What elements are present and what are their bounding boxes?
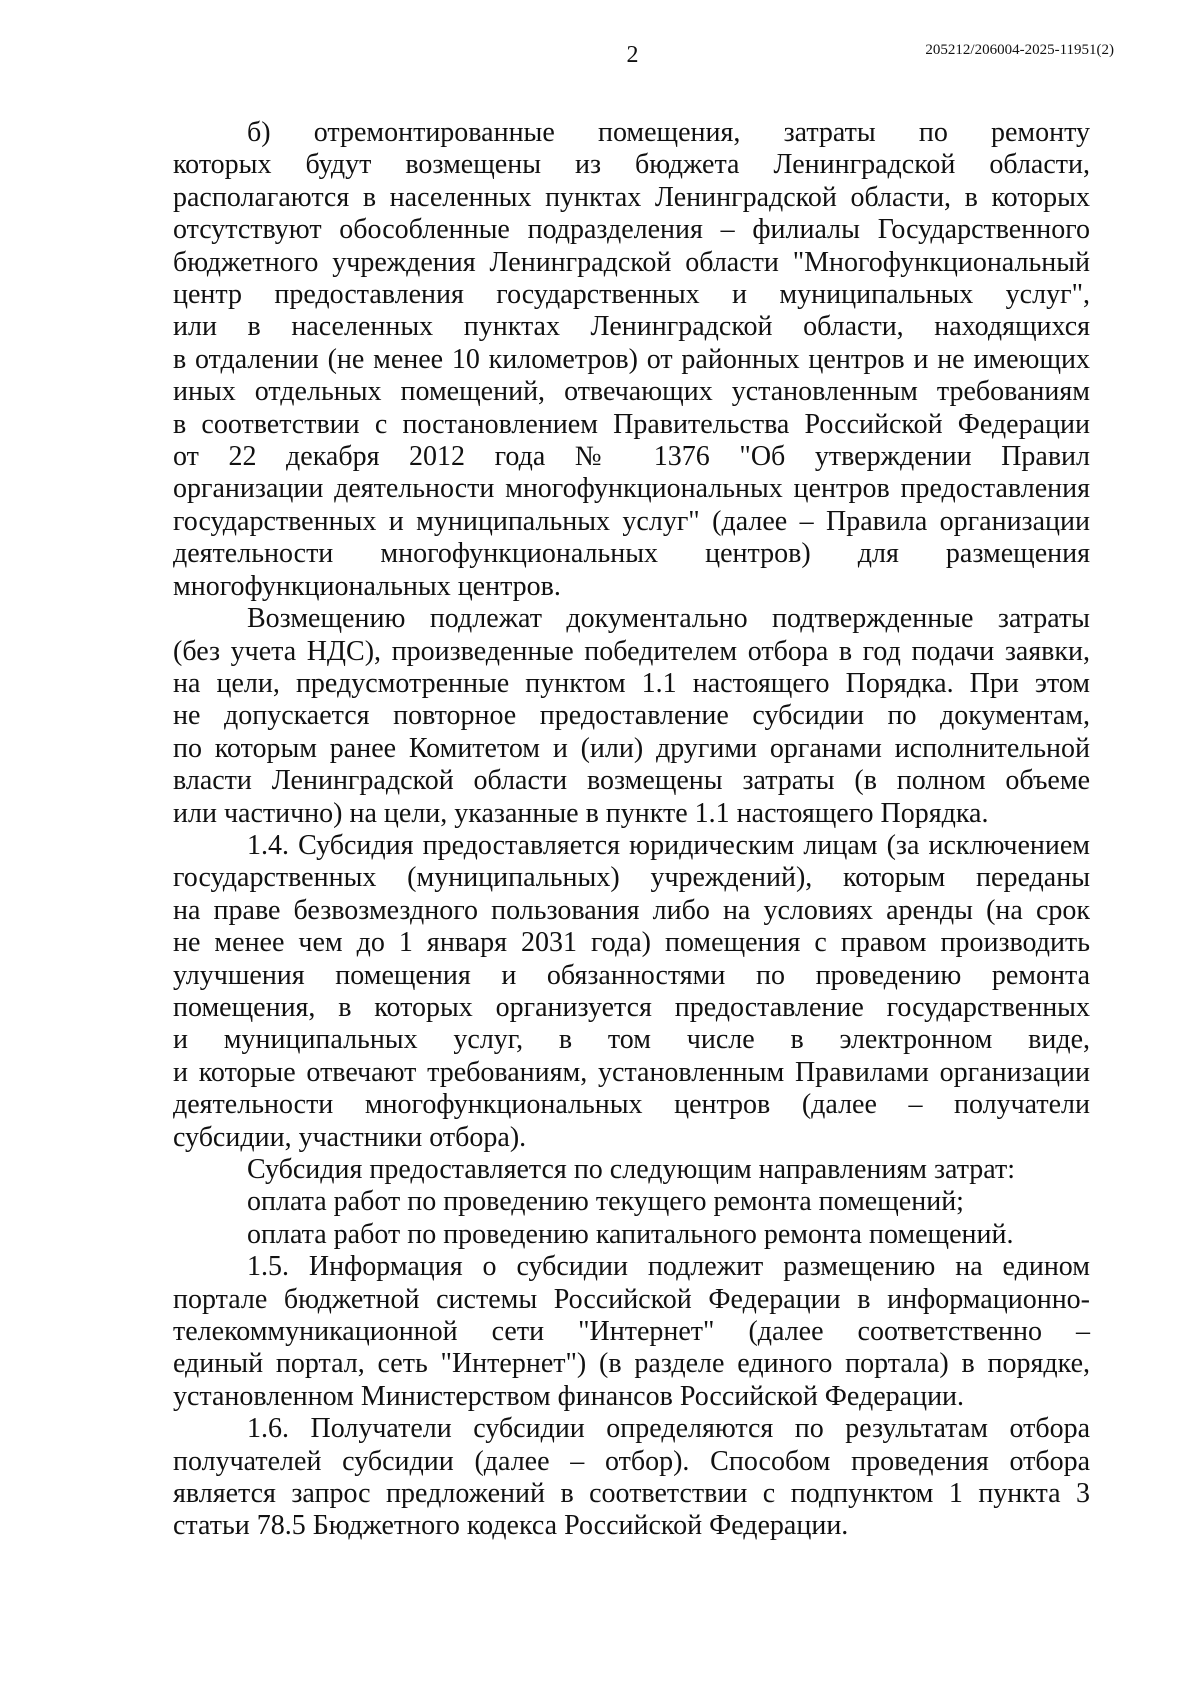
text-line: располагаются в населенных пунктах Ленинградской области, в которых (173, 181, 1090, 213)
text-line: оплата работ по проведению текущего ремонта помещений; (247, 1186, 964, 1218)
text-line: на праве безвозмездного пользования либо на условиях аренды (на срок (173, 894, 1090, 926)
paragraph (173, 603, 1090, 830)
paragraph (173, 1413, 1090, 1543)
text-line: получателей субсидии (далее – отбор). Способом проведения отбора (173, 1445, 1090, 1477)
text-line: 1.5. Информация о субсидии подлежит размещению на едином (247, 1251, 1090, 1283)
text-line: государственных (муниципальных) учреждений), которым переданы (173, 862, 1090, 894)
paragraph (173, 830, 1090, 1154)
text-line: или в населенных пунктах Ленинградской области, находящихся (173, 311, 1090, 343)
paragraph (173, 1219, 1090, 1251)
text-line: б) отремонтированные помещения, затраты по ремонту (247, 117, 1090, 148)
text-line: оплата работ по проведению капитального ремонта помещений. (247, 1218, 1014, 1250)
text-line: центр предоставления государственных и муниципальных услуг", (173, 279, 1090, 311)
text-line: установленном Министерством финансов Российской Федерации. (173, 1380, 965, 1412)
page-number: 2 (626, 42, 639, 68)
text-line: и которые отвечают требованиям, установленным Правилами организации (173, 1056, 1090, 1088)
text-line: деятельности многофункциональных центров) для размещения (173, 538, 1090, 570)
text-line: власти Ленинградской области возмещены затраты (в полном объеме (173, 765, 1090, 797)
text-line: не менее чем до 1 января 2031 года) помещения с правом производить (173, 927, 1090, 959)
text-line: по которым ранее Комитетом и (или) другими органами исполнительной (173, 732, 1090, 764)
text-line: организации деятельности многофункциональных центров предоставления (173, 473, 1090, 505)
text-line: бюджетного учреждения Ленинградской области "Многофункциональный (173, 246, 1090, 278)
text-line: статьи 78.5 Бюджетного кодекса Российской Федерации. (173, 1510, 849, 1542)
text-line: на цели, предусмотренные пунктом 1.1 настоящего Порядка. При этом (173, 667, 1090, 699)
text-line: Возмещению подлежат документально подтвержденные затраты (247, 603, 1090, 635)
document-code: 205212/206004-2025-11951(2) (925, 42, 1114, 58)
text-line: от 22 декабря 2012 года № 1376 "Об утверждении Правил (173, 441, 1090, 473)
text-line: 1.4. Субсидия предоставляется юридическим лицам (за исключением (247, 829, 1090, 861)
text-line: в соответствии с постановлением Правительства Российской Федерации (173, 408, 1090, 440)
text-line: (без учета НДС), произведенные победителем отбора в год подачи заявки, (173, 635, 1090, 667)
document-body (173, 117, 1090, 1543)
text-line: государственных и муниципальных услуг" (далее – Правила организации (173, 505, 1090, 537)
paragraph (173, 1154, 1090, 1186)
text-line: телекоммуникационной сети "Интернет" (далее соответственно – (173, 1316, 1090, 1348)
text-line: которых будут возмещены из бюджета Ленинградской области, (173, 149, 1090, 181)
text-line: многофункциональных центров. (173, 570, 561, 602)
text-line: является запрос предложений в соответствии с подпунктом 1 пункта 3 (173, 1478, 1090, 1510)
text-line: и муниципальных услуг, в том числе в электронном виде, (173, 1024, 1090, 1056)
text-line: единый портал, сеть "Интернет") (в разделе единого портала) в порядке, (173, 1348, 1090, 1380)
text-line: в отдалении (не менее 10 километров) от районных центров и не имеющих (173, 343, 1090, 375)
paragraph (173, 117, 1090, 603)
text-line: или частично) на цели, указанные в пункте 1.1 настоящего Порядка. (173, 797, 989, 829)
paragraph (173, 1251, 1090, 1413)
paragraph (173, 1186, 1090, 1218)
text-line: портале бюджетной системы Российской Федерации в информационно- (173, 1283, 1090, 1315)
text-line: иных отдельных помещений, отвечающих установленным требованиям (173, 376, 1090, 408)
text-line: 1.6. Получатели субсидии определяются по результатам отбора (247, 1413, 1090, 1445)
text-line: помещения, в которых организуется предоставление государственных (173, 991, 1090, 1023)
text-line: субсидии, участники отбора). (173, 1121, 527, 1153)
text-line: не допускается повторное предоставление субсидии по документам, (173, 700, 1090, 732)
text-line: деятельности многофункциональных центров (далее – получатели (173, 1089, 1090, 1121)
text-line: отсутствуют обособленные подразделения – филиалы Государственного (173, 214, 1090, 246)
text-line: улучшения помещения и обязанностями по проведению ремонта (173, 959, 1090, 991)
text-line: Субсидия предоставляется по следующим направлениям затрат: (247, 1154, 1016, 1185)
